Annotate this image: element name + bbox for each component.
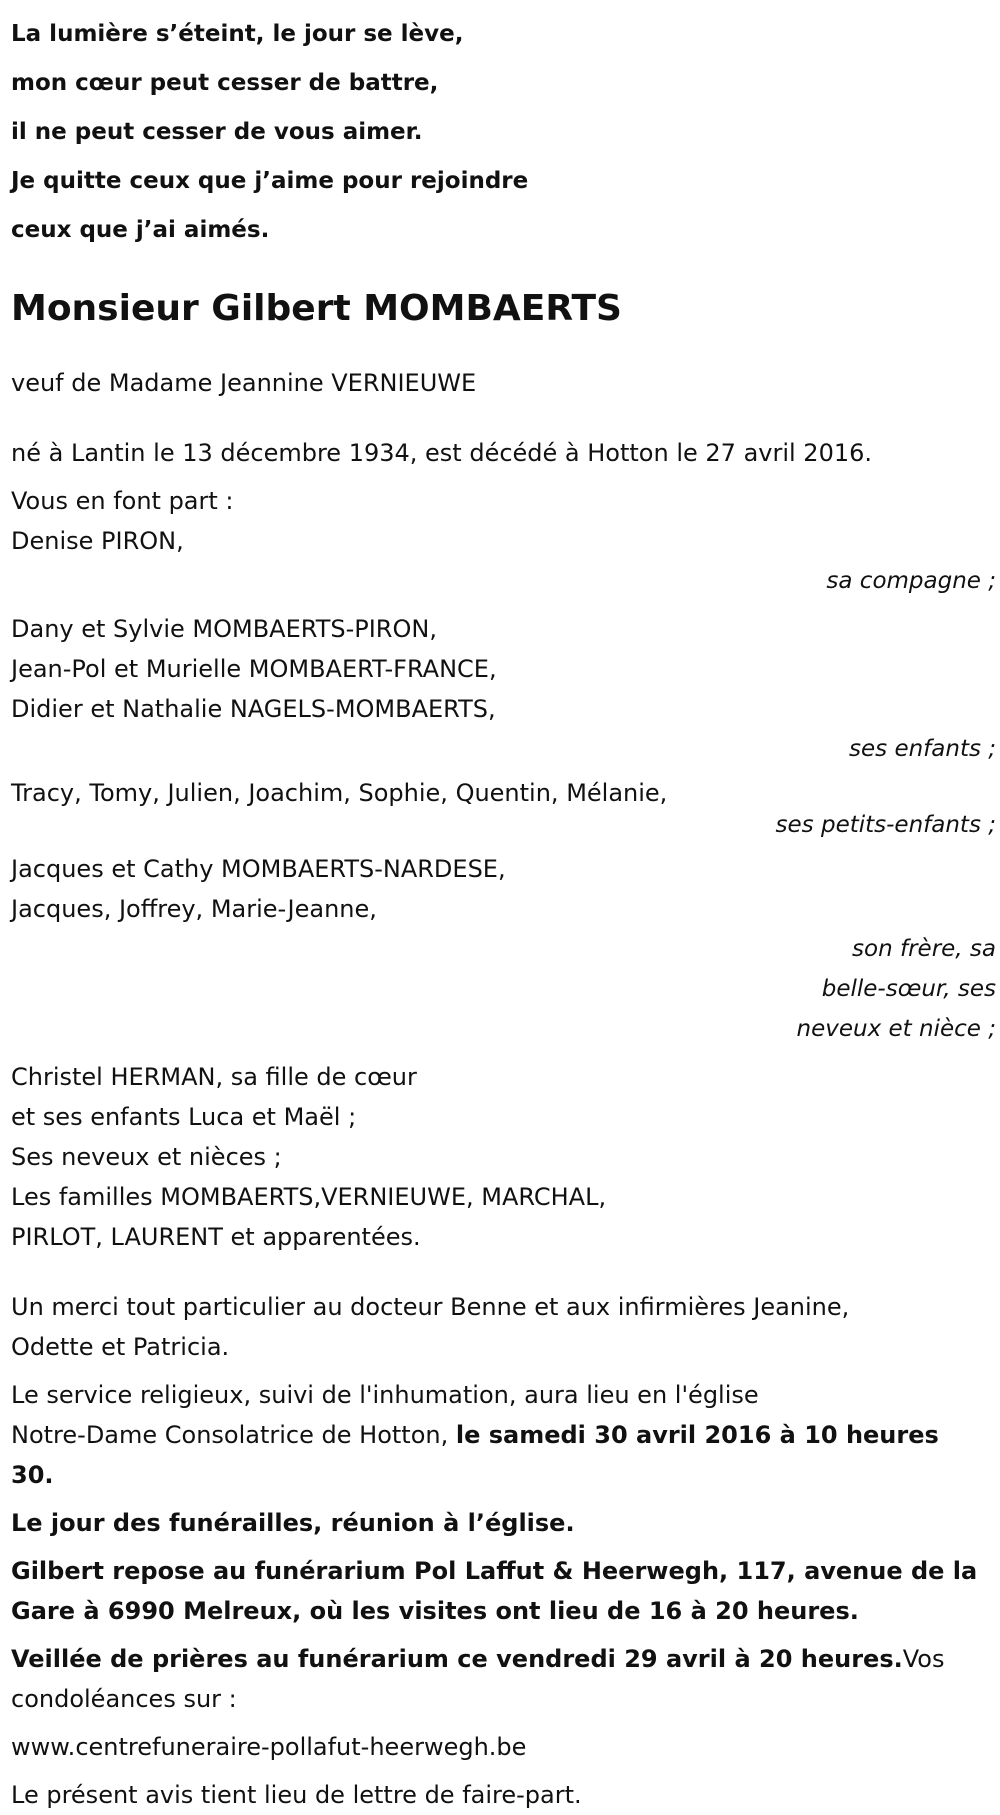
website-link[interactable]: www.centrefuneraire-pollafut-heerwegh.be: [11, 1733, 527, 1761]
poem-line: il ne peut cesser de vous aimer.: [11, 119, 423, 145]
grandchildren-names: Tracy, Tomy, Julien, Joachim, Sophie, Quentin, Mélanie,: [11, 779, 668, 807]
birth-death: né à Lantin le 13 décembre 1934, est décédé à Hotton le 27 avril 2016.: [11, 439, 873, 467]
vigil-info: Veillée de prières au funérarium ce vendredi 29 avril à 20 heures.: [11, 1645, 903, 1673]
poem-line: mon cœur peut cesser de battre,: [11, 70, 439, 96]
funeral-meeting: Le jour des funérailles, réunion à l’église.: [11, 1509, 575, 1537]
poem: [11, 0, 996, 255]
siblings-relation-line: neveux et nièce ;: [796, 1016, 996, 1042]
other-family-line: PIRLOT, LAURENT et apparentées.: [11, 1223, 421, 1251]
other-family-line: Les familles MOMBAERTS,VERNIEUWE, MARCHAL,: [11, 1183, 607, 1211]
thanks-line: Odette et Patricia.: [11, 1333, 230, 1361]
siblings-relation-line: son frère, sa: [852, 936, 996, 962]
poem-line: La lumière s’éteint, le jour se lève,: [11, 21, 464, 47]
vigil-condolences-start: Vos: [902, 1645, 945, 1673]
companion-name: Denise PIRON,: [11, 527, 184, 555]
service-date: le samedi 30 avril 2016 à 10 heures: [455, 1421, 939, 1449]
service-line: Le service religieux, suivi de l'inhumation, aura lieu en l'église: [11, 1381, 759, 1409]
obituary-content: [11, 0, 996, 1815]
deceased-name: Monsieur Gilbert MOMBAERTS: [11, 288, 622, 329]
child-name: Didier et Nathalie NAGELS-MOMBAERTS,: [11, 695, 496, 723]
other-family-line: Christel HERMAN, sa fille de cœur: [11, 1063, 417, 1091]
grandchildren-relation: ses petits-enfants ;: [775, 812, 996, 838]
sibling-name: Jacques et Cathy MOMBAERTS-NARDESE,: [11, 855, 506, 883]
children-relation: ses enfants ;: [849, 736, 996, 762]
companion-relation: sa compagne ;: [826, 568, 996, 594]
poem-line: ceux que j’ai aimés.: [11, 217, 270, 243]
service-line: [11, 1415, 996, 1455]
poem-line: Je quitte ceux que j’aime pour rejoindre: [11, 168, 529, 194]
thanks-line: Un merci tout particulier au docteur Benne et aux infirmières Jeanine,: [11, 1293, 850, 1321]
service-location: Notre-Dame Consolatrice de Hotton,: [11, 1421, 456, 1449]
announcers-intro: Vous en font part :: [11, 487, 234, 515]
service-time-end: 30.: [11, 1461, 54, 1489]
siblings-relation-line: belle-sœur, ses: [821, 976, 996, 1002]
child-name: Jean-Pol et Murielle MOMBAERT-FRANCE,: [11, 655, 497, 683]
closing-note: Le présent avis tient lieu de lettre de faire-part.: [11, 1781, 582, 1809]
other-family-line: Ses neveux et nièces ;: [11, 1143, 282, 1171]
vigil-line: [11, 1639, 996, 1679]
funerarium-line: Gilbert repose au funérarium Pol Laffut & Heerwegh, 117, avenue de la: [11, 1557, 978, 1585]
child-name: Dany et Sylvie MOMBAERTS-PIRON,: [11, 615, 437, 643]
vigil-condolences: condoléances sur :: [11, 1685, 237, 1713]
other-family-line: et ses enfants Luca et Maël ;: [11, 1103, 357, 1131]
widower-of: veuf de Madame Jeannine VERNIEUWE: [11, 369, 477, 397]
sibling-name: Jacques, Joffrey, Marie-Jeanne,: [11, 895, 377, 923]
funerarium-line: Gare à 6990 Melreux, où les visites ont lieu de 16 à 20 heures.: [11, 1597, 859, 1625]
